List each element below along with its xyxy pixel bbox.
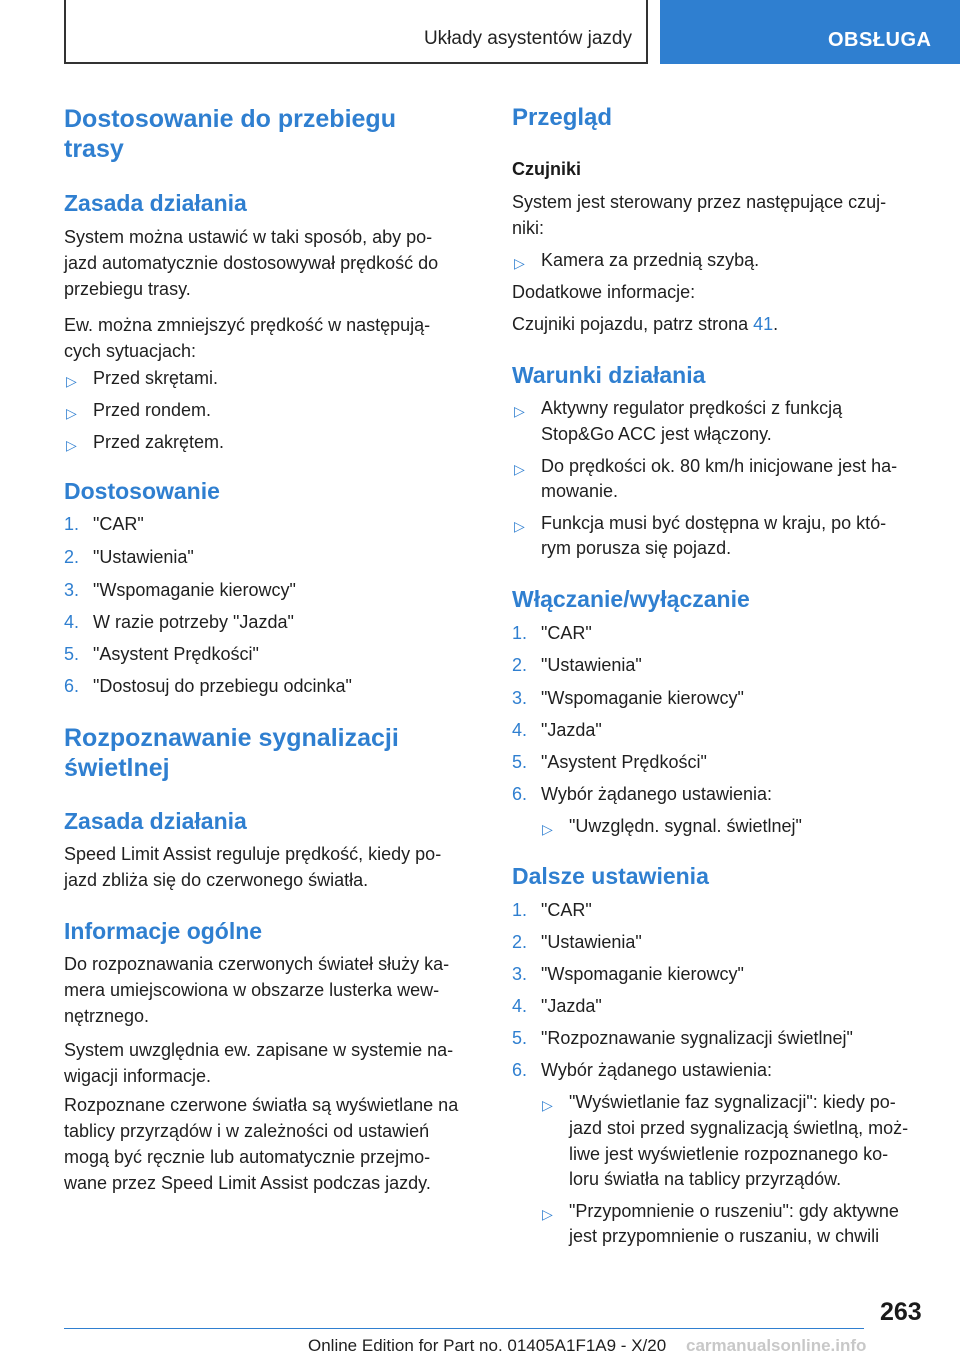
paragraph-line: jazd automatycznie dostosowywał prędkość do bbox=[64, 253, 439, 273]
bullet-icon: ▷ bbox=[514, 403, 525, 419]
heading-further-settings: Dalsze ustawienia bbox=[512, 863, 709, 889]
watermark: carmanualsonline.info bbox=[686, 1336, 867, 1355]
paragraph-line: System uwzględnia ew. zapisane w systemie na- bbox=[64, 1040, 454, 1060]
paragraph-line: cych sytuacjach: bbox=[64, 341, 197, 361]
bullet-icon: ▷ bbox=[514, 518, 525, 534]
page-reference-link[interactable]: 41 bbox=[753, 314, 774, 334]
bullet-icon: ▷ bbox=[66, 437, 77, 453]
paragraph-line: System jest sterowany przez następujące czuj- bbox=[512, 192, 887, 212]
bullet-icon: ▷ bbox=[514, 461, 525, 477]
header-box bbox=[64, 0, 648, 64]
bullet-icon: ▷ bbox=[66, 373, 77, 389]
paragraph-line: niki: bbox=[512, 218, 545, 238]
heading-adapt: Dostosowanie bbox=[64, 478, 220, 504]
paragraph-line: Czujniki pojazdu, patrz strona 41. bbox=[512, 314, 779, 334]
paragraph-line: przebiegu trasy. bbox=[64, 279, 191, 299]
paragraph-line: wigacji informacje. bbox=[64, 1066, 212, 1086]
paragraph-line: mera umiejscowiona w obszarze lusterka wew- bbox=[64, 980, 440, 1000]
heading-adapt-route-cont: trasy bbox=[64, 135, 124, 163]
footer-divider bbox=[64, 1328, 864, 1329]
section-tab[interactable]: OBSŁUGA bbox=[660, 0, 960, 64]
paragraph-line: mogą być ręcznie lub automatycznie przejmo- bbox=[64, 1147, 431, 1167]
heading-signal-recognition: Rozpoznawanie sygnalizacji bbox=[64, 724, 399, 752]
paragraph-line: Rozpoznane czerwone światła są wyświetlane na bbox=[64, 1095, 459, 1115]
page-number: 263 bbox=[880, 1298, 922, 1326]
footer-edition: Online Edition for Part no. 01405A1F1A9 - X/20 bbox=[308, 1336, 667, 1355]
heading-general-info: Informacje ogólne bbox=[64, 918, 263, 944]
heading-signal-recognition-cont: świetlnej bbox=[64, 754, 170, 782]
paragraph-line: jazd zbliża się do czerwonego światła. bbox=[64, 870, 369, 890]
bullet-icon: ▷ bbox=[542, 1206, 553, 1222]
heading-conditions: Warunki działania bbox=[512, 362, 706, 388]
paragraph-line: Speed Limit Assist reguluje prędkość, kiedy po- bbox=[64, 844, 442, 864]
paragraph-line: tablicy przyrządów i w zależności od ustawień bbox=[64, 1121, 430, 1141]
bullet-icon: ▷ bbox=[542, 821, 553, 837]
heading-sensors: Czujniki bbox=[512, 159, 582, 179]
heading-adapt-route: Dostosowanie do przebiegu bbox=[64, 105, 396, 133]
bullet-icon: ▷ bbox=[66, 405, 77, 421]
heading-overview: Przegląd bbox=[512, 104, 613, 131]
paragraph-line: Ew. można zmniejszyć prędkość w następują- bbox=[64, 315, 431, 335]
chapter-title: Układy asystentów jazdy bbox=[423, 28, 632, 49]
bullet-icon: ▷ bbox=[514, 255, 525, 271]
paragraph-line: Do rozpoznawania czerwonych świateł służy ka- bbox=[64, 954, 450, 974]
paragraph-line: System można ustawić w taki sposób, aby po- bbox=[64, 227, 433, 247]
heading-on-off: Włączanie/wyłączanie bbox=[512, 586, 750, 612]
heading-principle-2: Zasada działania bbox=[64, 808, 247, 834]
paragraph-line: wane przez Speed Limit Assist podczas jazdy. bbox=[64, 1173, 431, 1193]
paragraph-line: Dodatkowe informacje: bbox=[512, 282, 696, 302]
heading-principle: Zasada działania bbox=[64, 190, 247, 216]
paragraph-line: nętrznego. bbox=[64, 1006, 150, 1026]
bullet-icon: ▷ bbox=[542, 1097, 553, 1113]
